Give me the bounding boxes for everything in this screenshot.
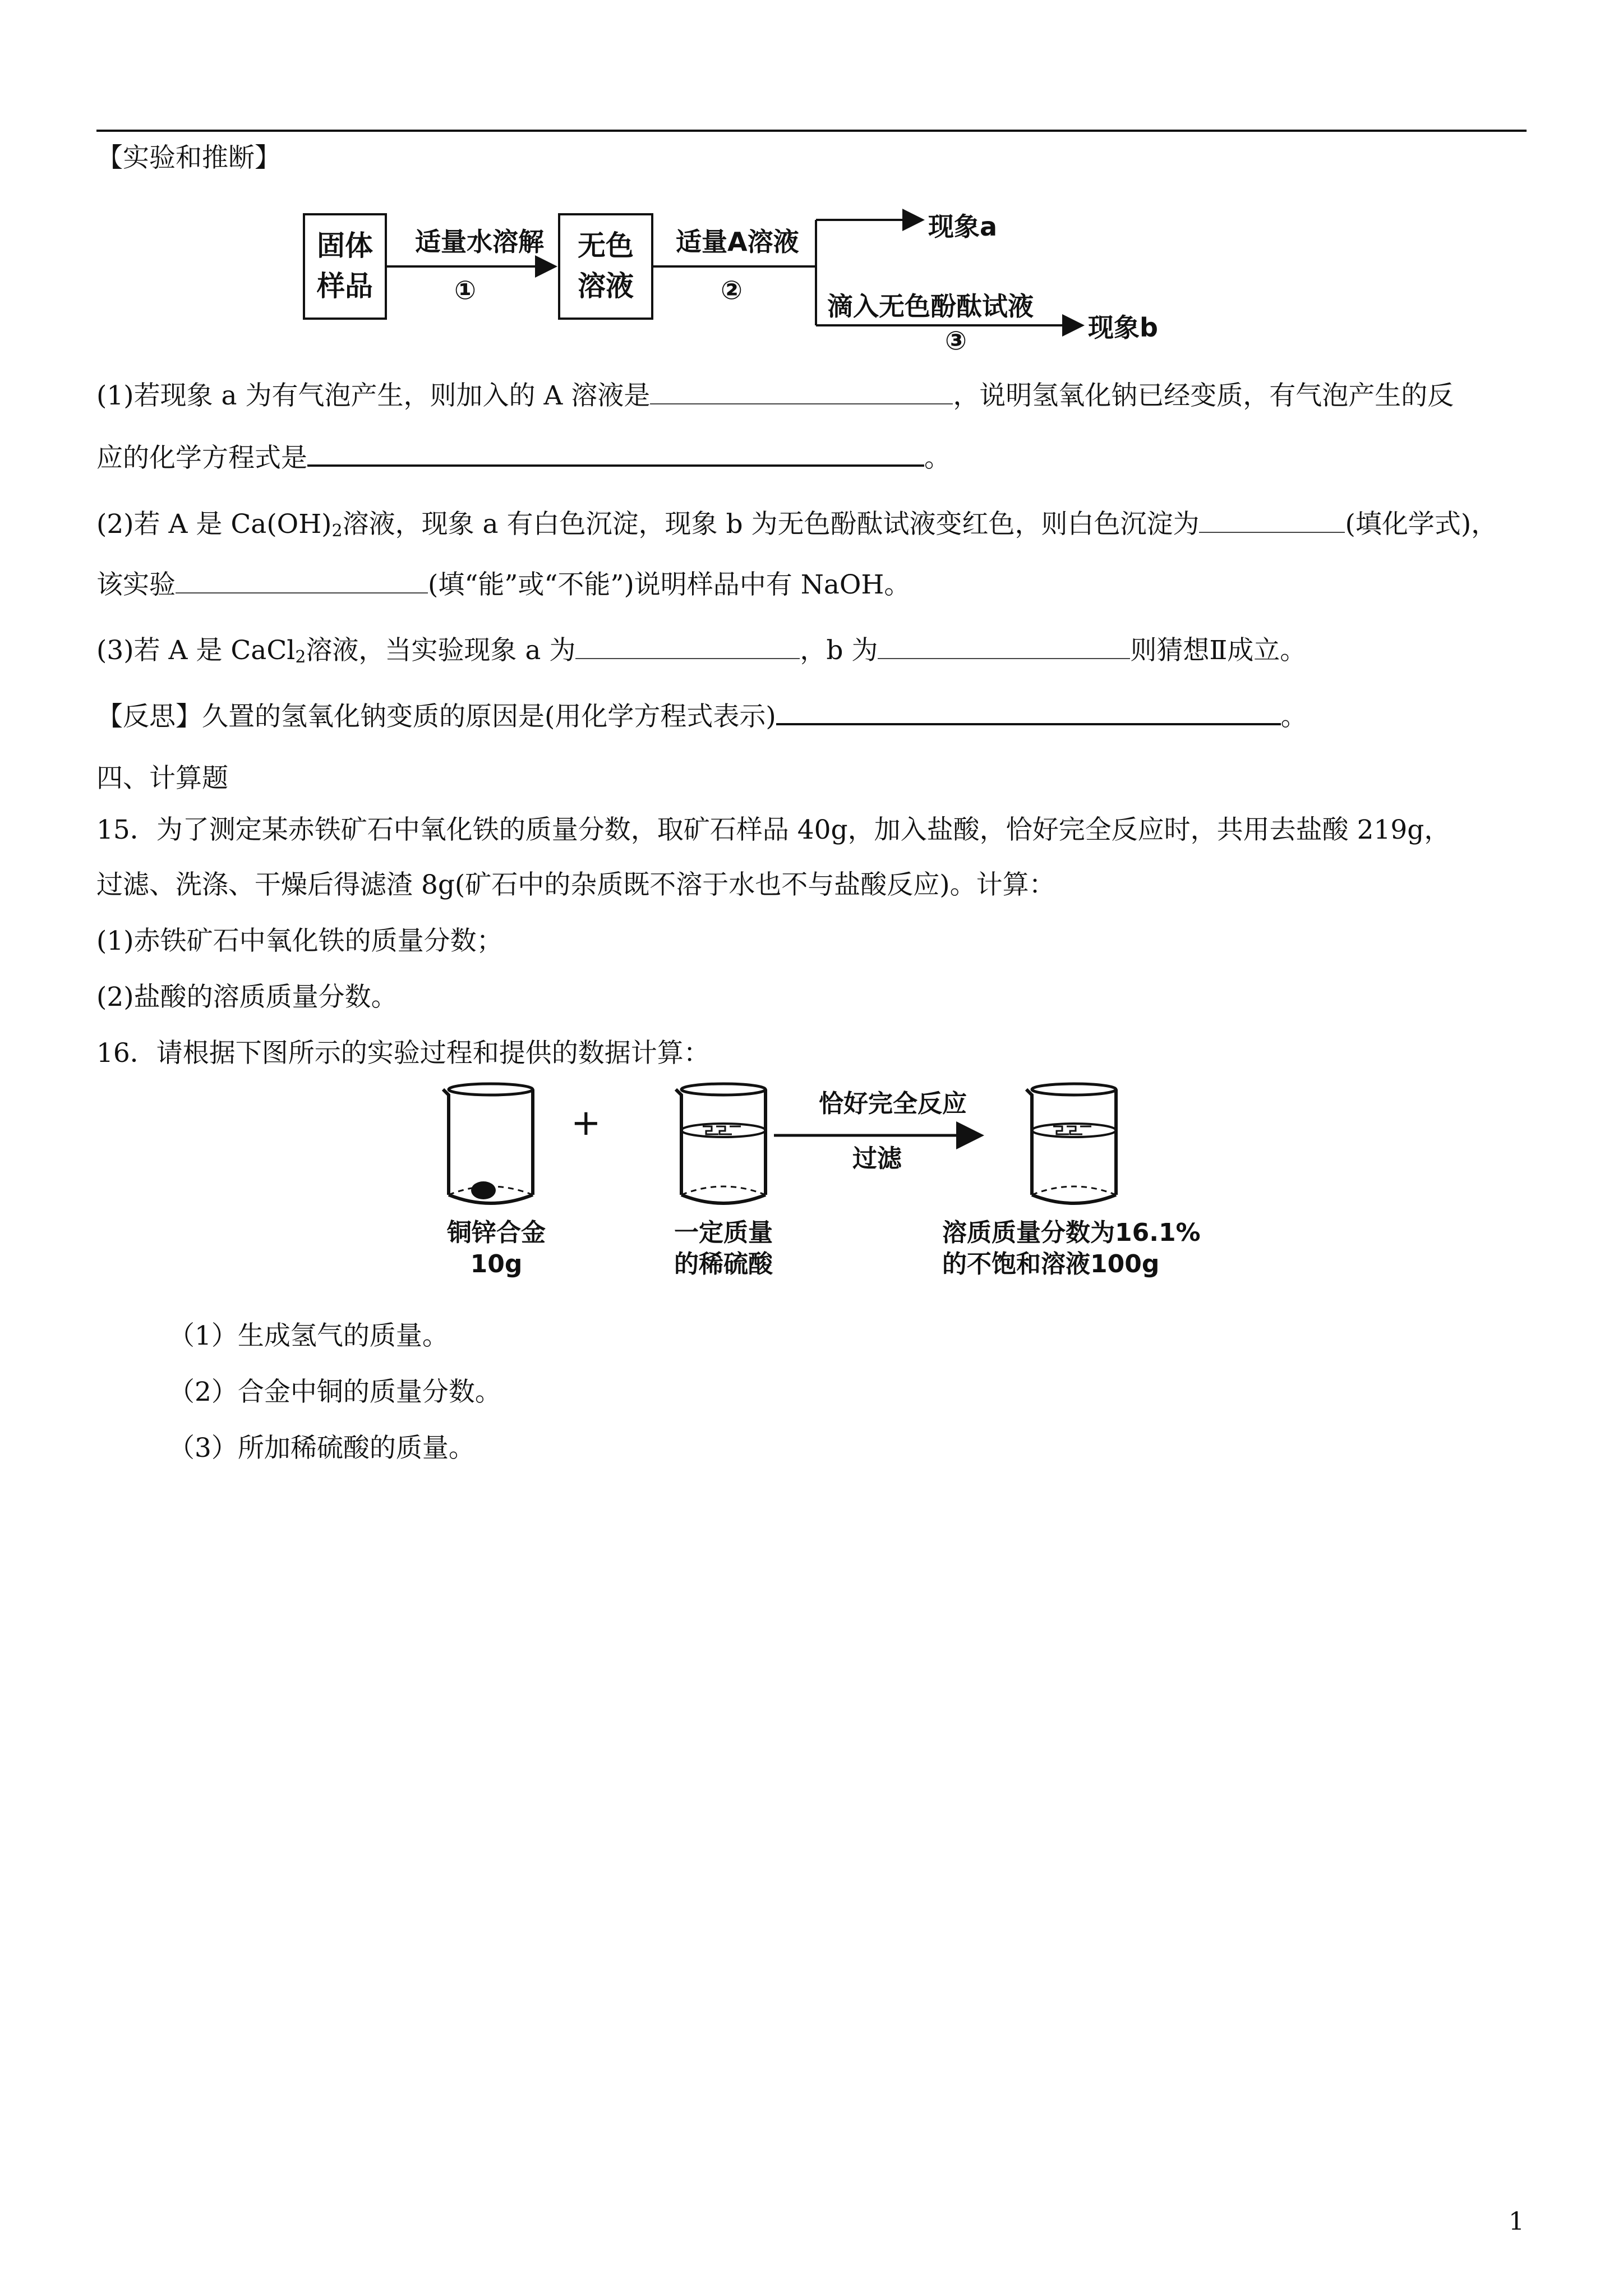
- q2-text-a: (2)若 A 是 Ca(OH): [96, 509, 332, 540]
- step1-number: ①: [454, 275, 476, 305]
- phenomenon-b: 现象b: [1088, 312, 1158, 343]
- q1-text-c: 应的化学方程式是: [96, 443, 307, 473]
- arrow-label-bottom: 过滤: [852, 1144, 902, 1173]
- q16-line1: 16．请根据下图所示的实验过程和提供的数据计算：: [96, 1038, 710, 1069]
- q1-line2: [96, 441, 951, 475]
- beaker-dilute-sulfuric-acid: [676, 1084, 766, 1203]
- reflection-text-a: 【反思】久置的氢氧化钠变质的原因是(用化学方程式表示): [96, 701, 776, 732]
- reflection-text-b: 。: [1280, 701, 1307, 732]
- q1-text-a: (1)若现象 a 为有气泡产生，则加入的 A 溶液是: [96, 380, 651, 411]
- section-calc-heading: 四、计算题: [96, 763, 228, 794]
- alloy-lump: [471, 1181, 496, 1199]
- q16-sub2: （2）合金中铜的质量分数。: [168, 1377, 501, 1407]
- q3-line: [96, 634, 1306, 674]
- q3-blank-phenomenon-b: [878, 636, 1130, 659]
- step3-number: ③: [945, 325, 967, 356]
- q2-line1: [96, 508, 1497, 548]
- beaker-copper-zinc-alloy: [443, 1084, 533, 1203]
- beaker1-label-line2: 10g: [470, 1250, 523, 1278]
- arrow-label-top: 恰好完全反应: [819, 1089, 967, 1118]
- experiment-flowchart: [303, 208, 1223, 370]
- reflection-line: [96, 700, 1307, 734]
- beaker1-label-line1: 铜锌合金: [447, 1218, 546, 1247]
- q16-sub1: （1）生成氢气的质量。: [168, 1320, 449, 1351]
- q1-blank-equation: [307, 442, 924, 467]
- q2-text-b: 溶液，现象 a 有白色沉淀，现象 b 为无色酚酞试液变红色，则白色沉淀为: [342, 509, 1200, 540]
- q3-subscript: 2: [295, 647, 306, 667]
- step3-label: 滴入无色酚酞试液: [827, 291, 1034, 321]
- beaker-product-solution: [1026, 1084, 1116, 1203]
- q2-text-d: 该实验: [96, 569, 176, 600]
- section-experiment-heading: 【实验和推断】: [96, 142, 281, 173]
- q2-blank-precipitate: [1199, 509, 1345, 533]
- q1-text-d: 。: [924, 443, 951, 473]
- q15-line1: 15．为了测定某赤铁矿石中氧化铁的质量分数，取矿石样品 40g，加入盐酸，恰好完全反应时，共用去盐酸 219g，: [96, 815, 1451, 845]
- q3-blank-phenomenon-a: [575, 636, 800, 659]
- q3-text-c: ，b 为: [800, 635, 878, 666]
- q15-sub1: (1)赤铁矿石中氧化铁的质量分数；: [96, 926, 503, 956]
- q1-blank-a-solution: [650, 381, 953, 404]
- step1-label: 适量水溶解: [415, 227, 544, 257]
- step2-number: ②: [721, 275, 743, 305]
- q1-line1: [96, 379, 1454, 413]
- step2-label: 适量A溶液: [676, 227, 799, 257]
- beaker3-label: [942, 1217, 1201, 1280]
- beaker3-label-line1: 溶质质量分数为16.1%: [942, 1218, 1201, 1247]
- flowchart-arrows: [303, 208, 1223, 370]
- q2-blank-can-or-cannot: [176, 570, 428, 593]
- colorless-solution-box-line2: 溶液: [578, 270, 634, 302]
- q2-text-e: (填“能”或“不能”)说明样品中有 NaOH。: [428, 569, 911, 600]
- reflection-blank-equation: [776, 701, 1281, 725]
- header-rule: [96, 130, 1527, 132]
- beaker2-label: [662, 1217, 785, 1280]
- q15-line2: 过滤、洗涤、干燥后得滤渣 8g(矿石中的杂质既不溶于水也不与盐酸反应)。计算：: [96, 869, 1055, 900]
- solid-sample-box-line1: 固体: [317, 229, 373, 262]
- q1-text-b: ，说明氢氧化钠已经变质，有气泡产生的反: [953, 380, 1454, 411]
- q2-line2: [96, 568, 910, 602]
- q3-text-b: 溶液，当实验现象 a 为: [306, 635, 576, 666]
- phenomenon-a: 现象a: [928, 211, 998, 242]
- beaker2-label-line1: 一定质量: [674, 1218, 773, 1247]
- page-number: 1: [1509, 2207, 1524, 2236]
- beaker2-label-line2: 的稀硫酸: [674, 1250, 773, 1278]
- plus-sign: +: [571, 1102, 601, 1144]
- beaker3-label-line2: 的不饱和溶液100g: [942, 1250, 1160, 1278]
- q3-text-a: (3)若 A 是 CaCl: [96, 635, 296, 666]
- q3-text-d: 则猜想Ⅱ成立。: [1130, 635, 1307, 666]
- q2-subscript: 2: [331, 521, 343, 541]
- q16-sub3: （3）所加稀硫酸的质量。: [168, 1433, 475, 1464]
- beaker-diagram: [426, 1077, 1245, 1301]
- q2-text-c: (填化学式)，: [1345, 509, 1498, 540]
- colorless-solution-box-line1: 无色: [578, 229, 634, 262]
- q15-sub2: (2)盐酸的溶质质量分数。: [96, 982, 398, 1013]
- solid-sample-box-line2: 样品: [317, 270, 373, 302]
- beaker1-label: [437, 1217, 555, 1280]
